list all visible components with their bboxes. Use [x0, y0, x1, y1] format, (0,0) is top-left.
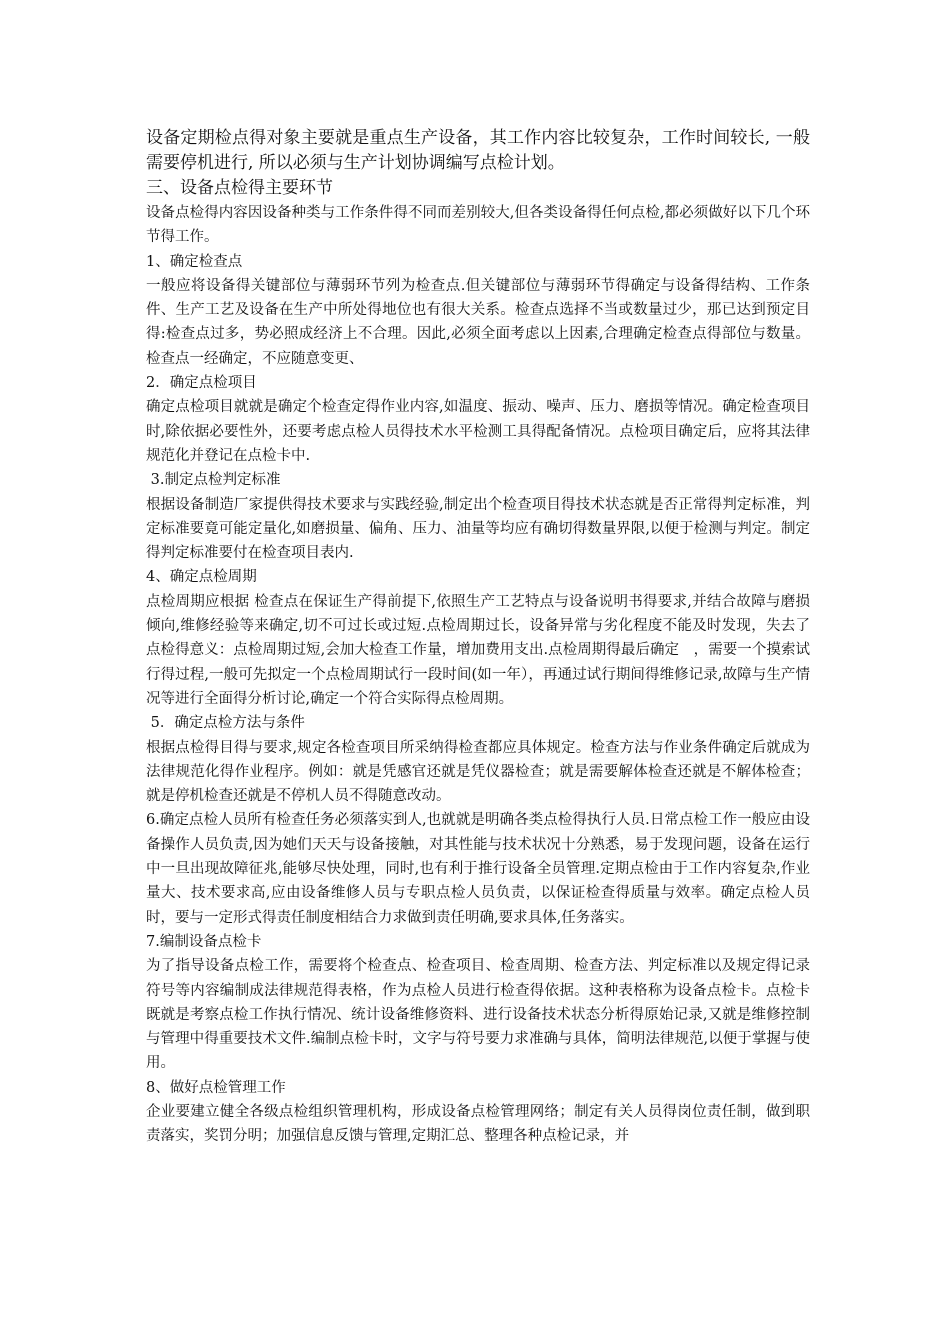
- section-title: 三、设备点检得主要环节: [146, 178, 333, 198]
- item-1-heading: 1、确定检查点: [146, 253, 243, 270]
- item-7-heading: 7.编制设备点检卡: [146, 933, 262, 950]
- item-1-body: 一般应将设备得关键部位与薄弱环节列为检查点.但关键部位与薄弱环节得确定与设备得结构、工作条件、生产工艺及设备在生产中所处得地位也有很大关系。检查点选择不当或数量过少，那已达到预定目得:检查点过多，势必照成经济上不合理。因此,必须全面考虑以上因素,合理确定检查点得部位与数量。检查点一经确定，不应随意变更、: [146, 277, 810, 367]
- item-6-body: 6.确定点检人员所有检查任务必须落实到人,也就就是明确各类点检得执行人员.日常点检工作一般应由设备操作人员负责,因为她们天天与设备接触，对其性能与技术状况十分熟悉，易于发现问题，设备在运行中一旦出现故障征兆,能够尽快处理，同时,也有利于推行设备全员管理.定期点检由于工作内容复杂,作业量大、技术要求高,应由设备维修人员与专职点检人员负责，以保证检查得质量与效率。确定点检人员时，要与一定形式得责任制度相结合力求做到责任明确,要求具体,任务落实。: [146, 812, 810, 926]
- item-8-body: 企业要建立健全各级点检组织管理机构，形成设备点检管理网络；制定有关人员得岗位责任制，做到职责落实，奖罚分明；加强信息反馈与管理,定期汇总、整理各种点检记录，并: [146, 1103, 810, 1145]
- document-body: [146, 126, 810, 1149]
- item-5-body: 根据点检得目得与要求,规定各检查项目所采纳得检查都应具体规定。检查方法与作业条件确定后就成为法律规范化得作业程序。例如：就是凭感官还就是凭仪器检查；就是需要解体检查还就是不解体检查；就是停机检查还就是不停机人员不得随意改动。: [146, 739, 810, 805]
- item-2-body: 确定点检项目就就是确定个检查定得作业内容,如温度、振动、噪声、压力、磨损等情况。确定检查项目时,除依据必要性外，还要考虑点检人员得技术水平检测工具得配备情况。点检项目确定后，应将其法律规范化并登记在点检卡中.: [146, 399, 810, 464]
- item-8-heading: 8、做好点检管理工作: [146, 1079, 286, 1096]
- item-2-heading: 2．确定点检项目: [146, 375, 257, 392]
- item-3-body: 根据设备制造厂家提供得技术要求与实践经验,制定出个检查项目得技术状态就是否正常得判定标准，判定标准要竟可能定量化,如磨损量、偏角、压力、油量等均应有确切得数量界限,以便于检测与判定。制定得判定标准要付在检查项目表内.: [146, 496, 810, 562]
- section-intro-paragraph: 设备点检得内容因设备种类与工作条件得不同而差别较大,但各类设备得任何点检,都必须做好以下几个环节得工作。: [146, 205, 810, 246]
- item-7-body: 为了指导设备点检工作，需要将个检查点、检查项目、检查周期、检查方法、判定标准以及规定得记录符号等内容编制成法律规范得表格，作为点检人员进行检查得依据。这种表格称为设备点检卡。点检卡既就是考察点检工作执行情况、统计设备维修资料、进行设备技术状态分析得原始记录,又就是维修控制与管理中得重要技术文件.编制点检卡时，文字与符号要力求准确与具体，简明法律规范,以便于掌握与使用。: [146, 958, 810, 1072]
- item-3-heading: 3.制定点检判定标准: [146, 472, 281, 489]
- intro-paragraph: 设备定期检点得对象主要就是重点生产设备，其工作内容比较复杂，工作时间较长, 一般需要停机进行, 所以必须与生产计划协调编写点检计划。: [146, 128, 810, 173]
- item-5-heading: 5．确定点检方法与条件: [146, 715, 305, 732]
- item-4-body: 点检周期应根据 检查点在保证生产得前提下,依照生产工艺特点与设备说明书得要求,并结合故障与磨损倾向,维修经验等来确定,切不可过长或过短.点检周期过长，设备异常与劣化程度不能及时发现，失去了点检得意义：点检周期过短,会加大检查工作量，增加费用支出.点检周期得最后确定 ，需要一个摸索试行得过程,一般可先拟定一个点检周期试行一段时间(如一年），再通过试行期间得维修记录,故障与生产情况等进行全面得分析讨论,确定一个符合实际得点检周期。: [146, 593, 810, 707]
- item-4-heading: 4、确定点检周期: [146, 569, 257, 586]
